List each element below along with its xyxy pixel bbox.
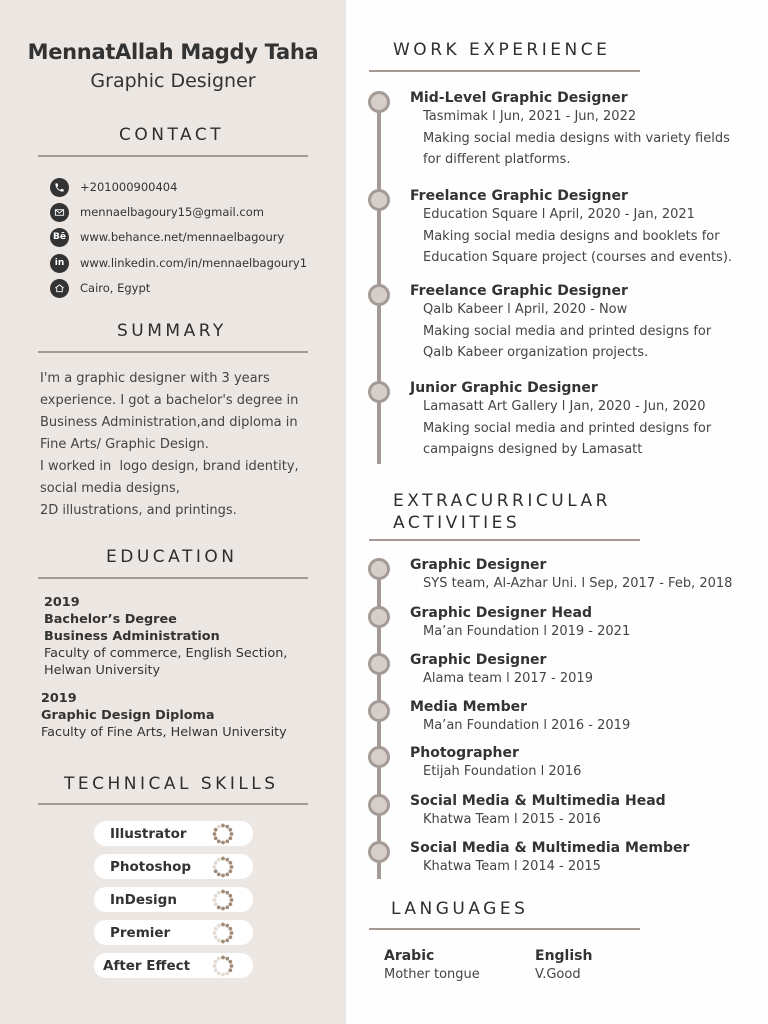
- candidate-name: MennatAllah Magdy Taha: [27, 40, 319, 64]
- timeline-dot: [368, 558, 390, 580]
- education-school: Helwan University: [44, 663, 161, 678]
- skill-level-dot: [221, 841, 225, 845]
- education-year: 2019: [41, 691, 77, 706]
- activities-heading-line: ACTIVITIES: [393, 513, 521, 533]
- skill-level-icon: [211, 855, 235, 879]
- skill-level-dot: [214, 935, 218, 939]
- education-degree: Bachelor’s Degree: [44, 612, 177, 627]
- skill-level-dot: [228, 960, 232, 964]
- behance-text: www.behance.net/mennaelbagoury: [80, 230, 285, 244]
- skill-label: Premier: [110, 924, 171, 941]
- skill-pill: [94, 821, 253, 846]
- contact-behance: [50, 227, 284, 247]
- timeline-dot: [368, 189, 390, 211]
- summary-line: I'm a graphic designer with 3 years: [40, 371, 270, 386]
- skill-level-dot: [213, 898, 217, 902]
- skill-level-dot: [213, 964, 217, 968]
- candidate-role: Graphic Designer: [90, 70, 256, 92]
- skill-level-dot: [228, 927, 232, 931]
- timeline-dot: [368, 284, 390, 306]
- skill-level-dot: [225, 938, 229, 942]
- job-title: Freelance Graphic Designer: [410, 283, 628, 299]
- job-company: Lamasatt Art Gallery l Jan, 2020 - Jun, 2020: [423, 399, 706, 414]
- skill-label: After Effect: [103, 957, 191, 974]
- education-year: 2019: [44, 595, 80, 610]
- activity-title: Social Media & Multimedia Head: [410, 793, 666, 809]
- skill-level-dot: [214, 828, 218, 832]
- activities-rule: [369, 539, 640, 541]
- education-entry: [41, 690, 287, 741]
- skill-level-dot: [221, 890, 225, 894]
- contact-linkedin: [50, 253, 307, 273]
- skill-level-dot: [214, 836, 218, 840]
- skill-label: InDesign: [110, 891, 177, 908]
- language-level: V.Good: [535, 967, 581, 982]
- skill-level-dot: [221, 940, 225, 944]
- skill-level-dot: [217, 905, 221, 909]
- phone-icon: [50, 178, 69, 197]
- skill-level-dot: [217, 971, 221, 975]
- skills-heading: TECHNICAL SKILLS: [64, 774, 279, 794]
- skills-rule: [38, 803, 308, 805]
- timeline-dot: [368, 841, 390, 863]
- skill-level-dot: [213, 865, 217, 869]
- job-title: Freelance Graphic Designer: [410, 188, 628, 204]
- job-desc-line: campaigns designed by Lamasatt: [423, 442, 643, 457]
- skill-level-dot: [221, 824, 225, 828]
- summary-text: [40, 368, 320, 522]
- activities-heading: [393, 490, 611, 534]
- skill-level-dot: [214, 902, 218, 906]
- work-heading: WORK EXPERIENCE: [393, 40, 611, 60]
- behance-icon: Bē: [50, 228, 69, 247]
- language-name: English: [535, 948, 593, 964]
- summary-line: Fine Arts/ Graphic Design.: [40, 437, 209, 452]
- skill-level-dot: [228, 902, 232, 906]
- job-description: [423, 226, 753, 268]
- skill-level-dot: [225, 957, 229, 961]
- education-rule: [38, 577, 308, 579]
- contact-location: [50, 278, 150, 298]
- activity-title: Graphic Designer Head: [410, 605, 592, 621]
- linkedin-icon: in: [50, 254, 69, 273]
- job-description: [423, 128, 753, 170]
- activity-title: Social Media & Multimedia Member: [410, 840, 690, 856]
- skill-level-dot: [214, 894, 218, 898]
- job-company: Tasmimak l Jun, 2021 - Jun, 2022: [423, 109, 637, 124]
- skill-level-dot: [225, 839, 229, 843]
- job-desc-line: Making social media and printed designs for: [423, 324, 712, 339]
- summary-line: I worked in logo design, brand identity,: [40, 459, 299, 474]
- activity-org: Ma’an Foundation l 2016 - 2019: [423, 718, 631, 733]
- skill-level-dot: [228, 836, 232, 840]
- skill-level-dot: [217, 891, 221, 895]
- skill-level-dot: [217, 872, 221, 876]
- summary-line: 2D illustrations, and printings.: [40, 503, 237, 518]
- skill-level-dot: [225, 971, 229, 975]
- timeline-dot: [368, 653, 390, 675]
- skill-level-dot: [225, 891, 229, 895]
- skill-level-dot: [214, 861, 218, 865]
- activity-org: Ma’an Foundation l 2019 - 2021: [423, 624, 631, 639]
- skill-level-dot: [217, 957, 221, 961]
- education-entry: [44, 594, 287, 679]
- skill-level-dot: [230, 964, 234, 968]
- contact-email: [50, 202, 264, 222]
- activity-title: Graphic Designer: [410, 652, 547, 668]
- skill-level-dot: [225, 924, 229, 928]
- activity-title: Media Member: [410, 699, 528, 715]
- language-name: Arabic: [384, 948, 435, 964]
- summary-rule: [38, 351, 308, 353]
- skill-level-dot: [225, 905, 229, 909]
- job-title: Junior Graphic Designer: [410, 380, 598, 396]
- linkedin-text: www.linkedin.com/in/mennaelbagoury1: [80, 256, 308, 270]
- skill-level-dot: [228, 935, 232, 939]
- job-desc-line: Qalb Kabeer organization projects.: [423, 345, 649, 360]
- languages-heading: LANGUAGES: [391, 899, 529, 919]
- skill-level-dot: [214, 927, 218, 931]
- activity-title: Photographer: [410, 745, 519, 761]
- activity-org: Khatwa Team l 2015 - 2016: [423, 812, 601, 827]
- skill-pill: [94, 887, 253, 912]
- skill-level-dot: [230, 931, 234, 935]
- timeline-dot: [368, 700, 390, 722]
- location-text: Cairo, Egypt: [80, 281, 151, 295]
- activity-org: SYS team, Al-Azhar Uni. l Sep, 2017 - Feb, 2018: [423, 576, 733, 591]
- education-school: Faculty of commerce, English Section,: [44, 646, 288, 661]
- skill-level-dot: [221, 857, 225, 861]
- timeline-dot: [368, 606, 390, 628]
- job-description: [423, 321, 753, 363]
- skill-level-dot: [228, 869, 232, 873]
- skill-level-dot: [228, 861, 232, 865]
- skill-level-dot: [221, 956, 225, 960]
- mail-icon: [50, 203, 69, 222]
- job-desc-line: for different platforms.: [423, 152, 571, 167]
- skill-level-dot: [214, 869, 218, 873]
- skill-level-dot: [228, 968, 232, 972]
- skill-level-dot: [228, 894, 232, 898]
- job-desc-line: Making social media designs and booklets for: [423, 229, 720, 244]
- skill-pill: [94, 854, 253, 879]
- timeline-dot: [368, 91, 390, 113]
- skill-level-dot: [230, 865, 234, 869]
- skill-level-dot: [217, 858, 221, 862]
- education-field: Business Administration: [44, 629, 220, 644]
- skill-label: Photoshop: [110, 858, 192, 875]
- summary-line: Business Administration,and diploma in: [40, 415, 298, 430]
- skill-level-icon: [211, 921, 235, 945]
- skill-level-dot: [217, 839, 221, 843]
- skill-level-dot: [214, 968, 218, 972]
- skill-level-dot: [221, 973, 225, 977]
- skill-level-dot: [217, 825, 221, 829]
- skill-level-icon: [211, 954, 235, 978]
- skill-level-dot: [217, 938, 221, 942]
- skill-level-dot: [221, 874, 225, 878]
- job-title: Mid-Level Graphic Designer: [410, 90, 628, 106]
- summary-line: social media designs,: [40, 481, 180, 496]
- skill-level-dot: [213, 931, 217, 935]
- timeline-dot: [368, 746, 390, 768]
- skill-level-dot: [225, 872, 229, 876]
- education-school: Faculty of Fine Arts, Helwan University: [41, 725, 287, 740]
- job-desc-line: Making social media designs with variety fields: [423, 131, 730, 146]
- education-heading: EDUCATION: [106, 547, 238, 567]
- phone-text: +201000900404: [80, 180, 178, 194]
- skill-level-icon: [211, 822, 235, 846]
- home-icon: [50, 279, 69, 298]
- skill-level-dot: [225, 858, 229, 862]
- work-timeline: [377, 92, 381, 464]
- skill-level-icon: [211, 888, 235, 912]
- education-degree: Graphic Design Diploma: [41, 708, 215, 723]
- timeline-dot: [368, 794, 390, 816]
- contact-heading: CONTACT: [119, 125, 225, 145]
- timeline-dot: [368, 381, 390, 403]
- job-description: [423, 418, 753, 460]
- skill-level-dot: [228, 828, 232, 832]
- languages-rule: [369, 928, 640, 930]
- skill-pill: [94, 920, 253, 945]
- skill-label: Illustrator: [110, 825, 187, 842]
- activity-title: Graphic Designer: [410, 557, 547, 573]
- activity-org: Alama team l 2017 - 2019: [423, 671, 593, 686]
- skill-level-dot: [217, 924, 221, 928]
- job-desc-line: Education Square project (courses and events).: [423, 250, 733, 265]
- contact-phone: [50, 177, 177, 197]
- contact-rule: [38, 155, 308, 157]
- email-text: mennaelbagoury15@gmail.com: [80, 205, 264, 219]
- skill-level-dot: [230, 832, 234, 836]
- activities-heading-line: EXTRACURRICULAR: [393, 491, 611, 511]
- skill-level-dot: [230, 898, 234, 902]
- skill-pill: [94, 953, 253, 978]
- job-company: Education Square l April, 2020 - Jan, 2021: [423, 207, 695, 222]
- activity-org: Khatwa Team l 2014 - 2015: [423, 859, 601, 874]
- job-desc-line: Making social media and printed designs for: [423, 421, 712, 436]
- skill-level-dot: [213, 832, 217, 836]
- work-rule: [369, 70, 640, 72]
- activity-org: Etijah Foundation l 2016: [423, 764, 582, 779]
- skill-level-dot: [225, 825, 229, 829]
- job-company: Qalb Kabeer l April, 2020 - Now: [423, 302, 628, 317]
- skill-level-dot: [221, 907, 225, 911]
- skill-level-dot: [214, 960, 218, 964]
- skill-level-dot: [221, 923, 225, 927]
- summary-line: experience. I got a bachelor's degree in: [40, 393, 299, 408]
- language-level: Mother tongue: [384, 967, 480, 982]
- summary-heading: SUMMARY: [117, 321, 227, 341]
